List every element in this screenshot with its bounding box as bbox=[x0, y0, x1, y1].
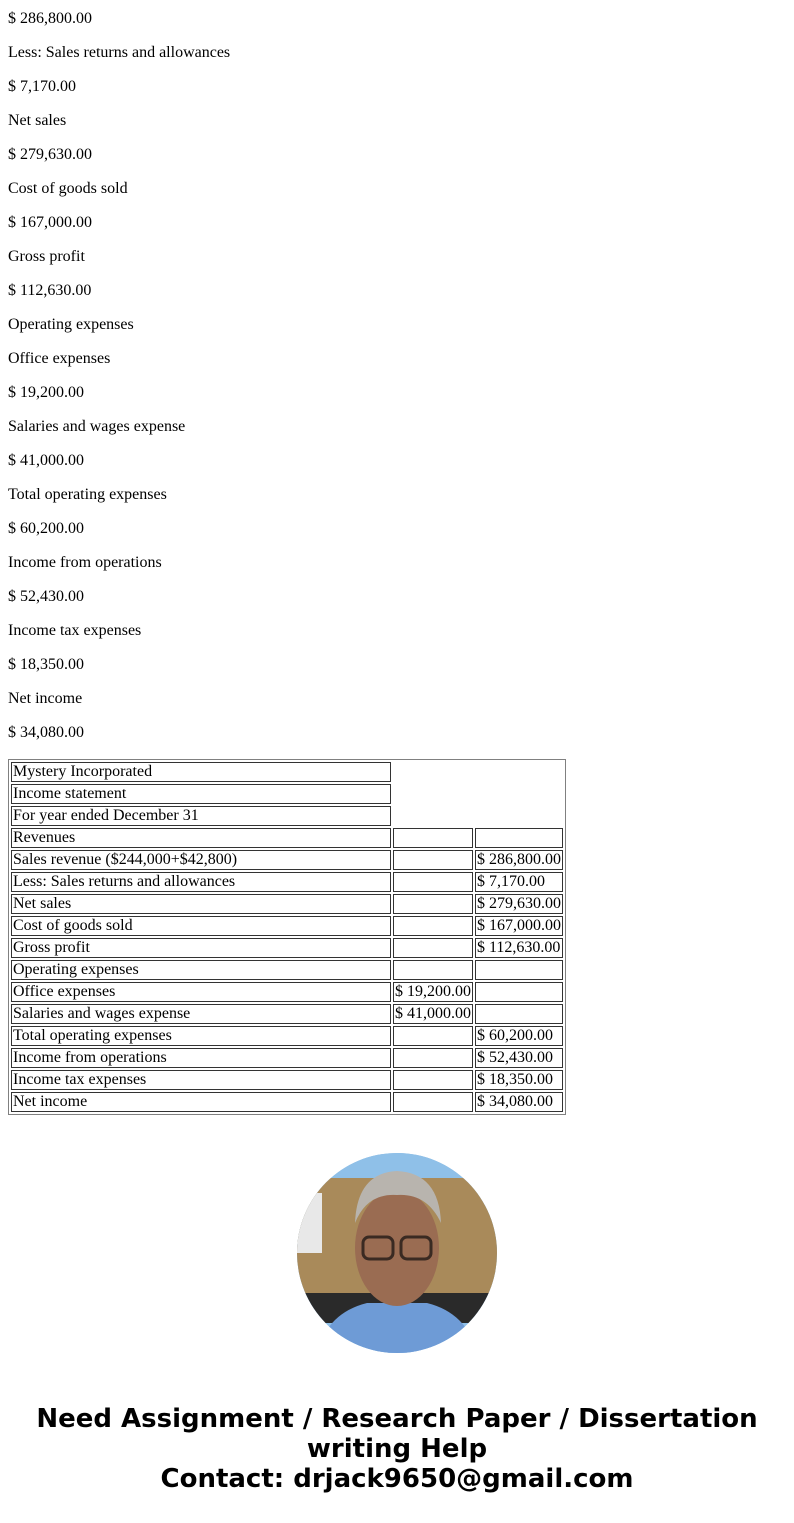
subtotal-cell bbox=[393, 1092, 473, 1112]
statement-text-lines bbox=[8, 10, 230, 758]
table-row bbox=[11, 1092, 563, 1112]
table-row bbox=[11, 1070, 563, 1090]
subtotal-cell bbox=[393, 916, 473, 936]
subtotal-cell bbox=[393, 1070, 473, 1090]
table-row bbox=[11, 916, 563, 936]
footer-contact: Contact: drjack9650@gmail.com bbox=[160, 1464, 634, 1494]
table-header-row bbox=[11, 762, 563, 782]
statement-line: $ 60,200.00 bbox=[8, 520, 84, 537]
statement-line: Salaries and wages expense bbox=[8, 418, 186, 435]
table-row bbox=[11, 938, 563, 958]
statement-line: $ 7,170.00 bbox=[8, 78, 76, 95]
empty-cell bbox=[393, 784, 563, 804]
amount-cell: $ 7,170.00 bbox=[475, 872, 563, 892]
subtotal-cell: $ 19,200.00 bbox=[395, 983, 471, 1000]
table-row bbox=[11, 1048, 563, 1068]
amount-cell bbox=[475, 960, 563, 980]
subtotal-cell: $ 41,000.00 bbox=[395, 1005, 471, 1022]
table-header-row bbox=[11, 784, 563, 804]
label-cell: Operating expenses bbox=[11, 960, 391, 980]
subtotal-cell bbox=[393, 894, 473, 914]
statement-line: Operating expenses bbox=[8, 316, 134, 333]
amount-cell: $ 60,200.00 bbox=[475, 1026, 563, 1046]
label-cell: Income from operations bbox=[11, 1048, 391, 1068]
statement-line: Office expenses bbox=[8, 350, 111, 367]
statement-line: $ 19,200.00 bbox=[8, 384, 84, 401]
footer-line-2: writing Help bbox=[306, 1434, 488, 1464]
amount-cell: $ 34,080.00 bbox=[475, 1092, 563, 1112]
empty-cell bbox=[393, 806, 563, 826]
subtotal-cell bbox=[393, 1026, 473, 1046]
amount-cell: $ 167,000.00 bbox=[477, 917, 561, 934]
statement-line: Income tax expenses bbox=[8, 622, 142, 639]
table-row bbox=[11, 894, 563, 914]
header-cell: Mystery Incorporated bbox=[11, 762, 391, 782]
subtotal-cell bbox=[393, 1048, 473, 1068]
header-cell: For year ended December 31 bbox=[11, 806, 391, 826]
table-row bbox=[11, 982, 563, 1002]
statement-line: Cost of goods sold bbox=[8, 180, 128, 197]
label-cell: Cost of goods sold bbox=[11, 916, 391, 936]
amount-cell: $ 279,630.00 bbox=[477, 895, 561, 912]
label-cell: Net sales bbox=[11, 894, 391, 914]
statement-line: Gross profit bbox=[8, 248, 85, 265]
amount-cell bbox=[475, 982, 563, 1002]
statement-line: Total operating expenses bbox=[8, 486, 167, 503]
amount-cell: $ 112,630.00 bbox=[475, 938, 563, 958]
header-cell: Income statement bbox=[11, 784, 391, 804]
statement-line: Less: Sales returns and allowances bbox=[8, 44, 231, 61]
statement-line: $ 52,430.00 bbox=[8, 588, 84, 605]
label-cell: Net income bbox=[11, 1092, 391, 1112]
author-avatar bbox=[297, 1153, 497, 1353]
label-cell: Office expenses bbox=[11, 982, 391, 1002]
table-row bbox=[11, 872, 563, 892]
statement-line: Income from operations bbox=[8, 554, 162, 571]
statement-line: $ 286,800.00 bbox=[8, 10, 92, 27]
subtotal-cell bbox=[393, 938, 473, 958]
subtotal-cell bbox=[393, 872, 473, 892]
contact-footer bbox=[0, 1404, 794, 1494]
subtotal-cell bbox=[393, 850, 473, 870]
empty-cell bbox=[393, 762, 563, 782]
label-cell: Salaries and wages expense bbox=[11, 1004, 391, 1024]
footer-line-1: Need Assignment / Research Paper / Dissertation bbox=[36, 1404, 758, 1434]
table-row bbox=[11, 850, 563, 870]
label-cell: Revenues bbox=[11, 828, 391, 848]
income-statement-table bbox=[8, 759, 566, 1115]
table-row bbox=[11, 960, 563, 980]
statement-line: $ 34,080.00 bbox=[8, 724, 84, 741]
statement-line: $ 41,000.00 bbox=[8, 452, 84, 469]
amount-cell: $ 18,350.00 bbox=[475, 1070, 563, 1090]
statement-line: $ 279,630.00 bbox=[8, 146, 92, 163]
subtotal-cell bbox=[393, 960, 473, 980]
subtotal-cell bbox=[393, 828, 473, 848]
statement-line: Net sales bbox=[8, 112, 67, 129]
statement-line: $ 167,000.00 bbox=[8, 214, 92, 231]
table-header-row bbox=[11, 806, 563, 826]
amount-cell: $ 286,800.00 bbox=[477, 851, 561, 868]
label-cell: Less: Sales returns and allowances bbox=[11, 872, 391, 892]
amount-cell bbox=[475, 1004, 563, 1024]
amount-cell: $ 52,430.00 bbox=[475, 1048, 563, 1068]
table-row bbox=[11, 1026, 563, 1046]
label-cell: Sales revenue ($244,000+$42,800) bbox=[11, 850, 391, 870]
label-cell: Income tax expenses bbox=[11, 1070, 391, 1090]
statement-line: $ 112,630.00 bbox=[8, 282, 92, 299]
label-cell: Total operating expenses bbox=[11, 1026, 391, 1046]
amount-cell bbox=[475, 828, 563, 848]
statement-line: Net income bbox=[8, 690, 83, 707]
statement-line: $ 18,350.00 bbox=[8, 656, 84, 673]
label-cell: Gross profit bbox=[11, 938, 391, 958]
table-row bbox=[11, 828, 563, 848]
table-row bbox=[11, 1004, 563, 1024]
